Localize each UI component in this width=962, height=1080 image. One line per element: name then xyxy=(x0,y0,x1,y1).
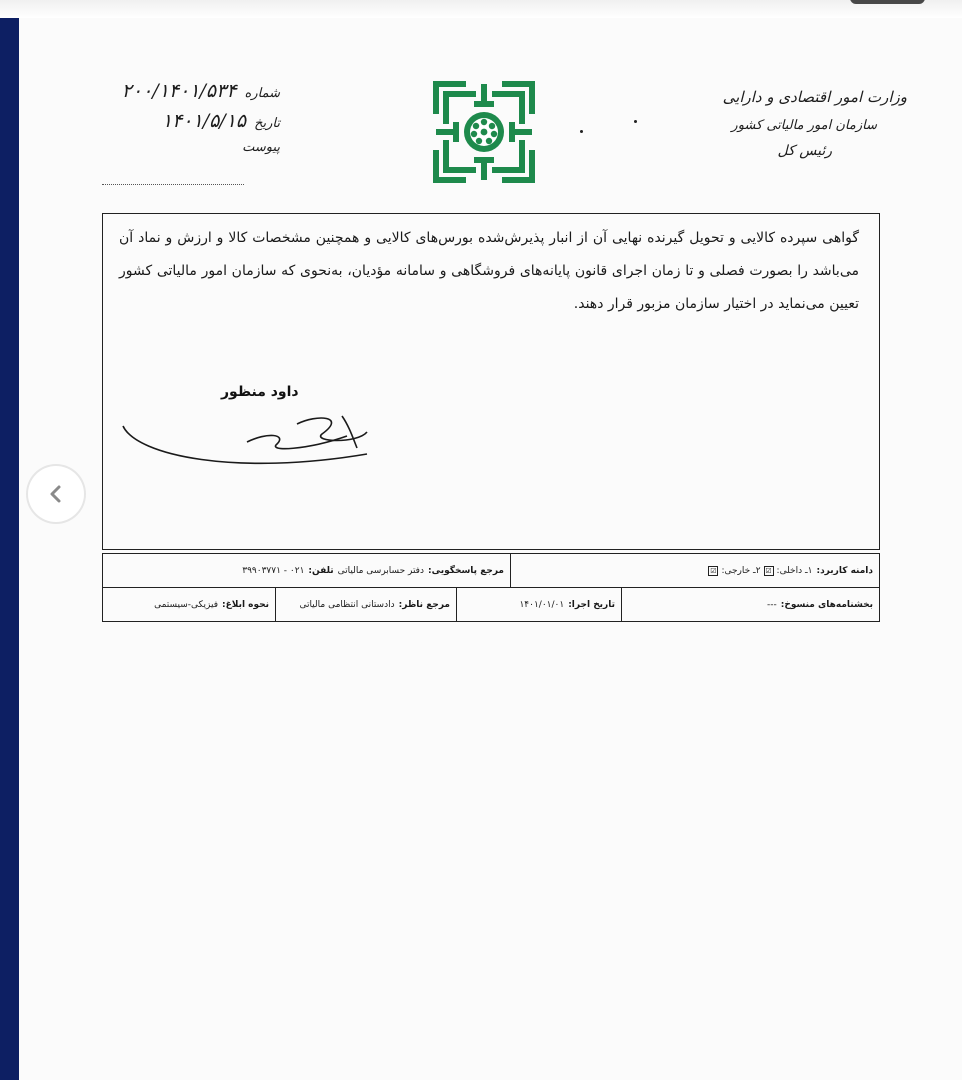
letter-body-text: گواهی سپرده کالایی و تحویل گیرنده نهایی آن از انبار پذیرش‌شده بورس‌های کالایی و همچنین مشخصات کالا و ارزش و نماد آن می‌باشد را بصورت فصلی و تا زمان اجرای قانون پایانه‌های فروشگاهی و سامانه مؤدیان، به‌نحوی که سازمان امور مالیاتی کشور تعیین می‌نماید در اختیار سازمان مزبور قرار دهند. xyxy=(119,230,859,312)
previous-image-button[interactable] xyxy=(28,466,84,522)
handwritten-signature xyxy=(117,404,377,484)
tax-organization-emblem-icon xyxy=(432,80,536,184)
signer-name: داود منظور xyxy=(221,384,299,400)
attachment-label: پیوست xyxy=(242,140,280,155)
chevron-left-icon xyxy=(45,483,67,505)
scan-dot xyxy=(634,120,637,123)
organization-name: سازمان امور مالیاتی کشور xyxy=(731,118,877,133)
letter-metadata-table xyxy=(102,553,880,622)
checkbox-icon: ☑ xyxy=(710,566,717,575)
ministry-name: وزارت امور اقتصادی و دارایی xyxy=(722,88,907,106)
number-label: شماره xyxy=(244,86,280,101)
left-edge-bar xyxy=(0,18,19,1080)
prohibited-cell: بخشنامه‌های منسوخ: --- xyxy=(767,599,873,610)
letterhead-block xyxy=(723,88,907,159)
scan-dot xyxy=(580,130,583,133)
checkbox-icon: ☑ xyxy=(765,566,772,575)
metadata-row xyxy=(103,587,879,621)
exec-date-cell: تاریخ اجرا: ۱۴۰۱/۰۱/۰۱ xyxy=(457,588,622,621)
number-value: ۲۰۰/۱۴۰۱/۵۳۴ xyxy=(121,80,237,102)
notify-cell: نحوه ابلاغ: فیزیکی-سیستمی xyxy=(103,588,276,621)
scope-cell: دامنه کاربرد: ۱ـ داخلی: ☑ ۲ـ خارجی: ☑ xyxy=(710,565,873,576)
position-title: رئیس کل xyxy=(777,143,832,159)
attachment-line xyxy=(102,184,244,185)
top-status-area xyxy=(0,0,962,18)
letter-body-box xyxy=(102,213,880,550)
date-label: تاریخ xyxy=(254,116,280,131)
top-handle xyxy=(850,0,925,4)
letter-reference-block xyxy=(80,80,280,162)
date-value: ۱۴۰۱/۵/۱۵ xyxy=(161,110,247,132)
supervisor-cell: مرجع ناظر: دادستانی انتظامی مالیاتی xyxy=(276,588,457,621)
reference-cell: مرجع پاسخگویی: دفتر حسابرسی مالیاتی تلفن: ۰۲۱ - ۳۹۹۰۳۷۷۱ xyxy=(103,554,511,587)
metadata-row xyxy=(103,554,879,587)
